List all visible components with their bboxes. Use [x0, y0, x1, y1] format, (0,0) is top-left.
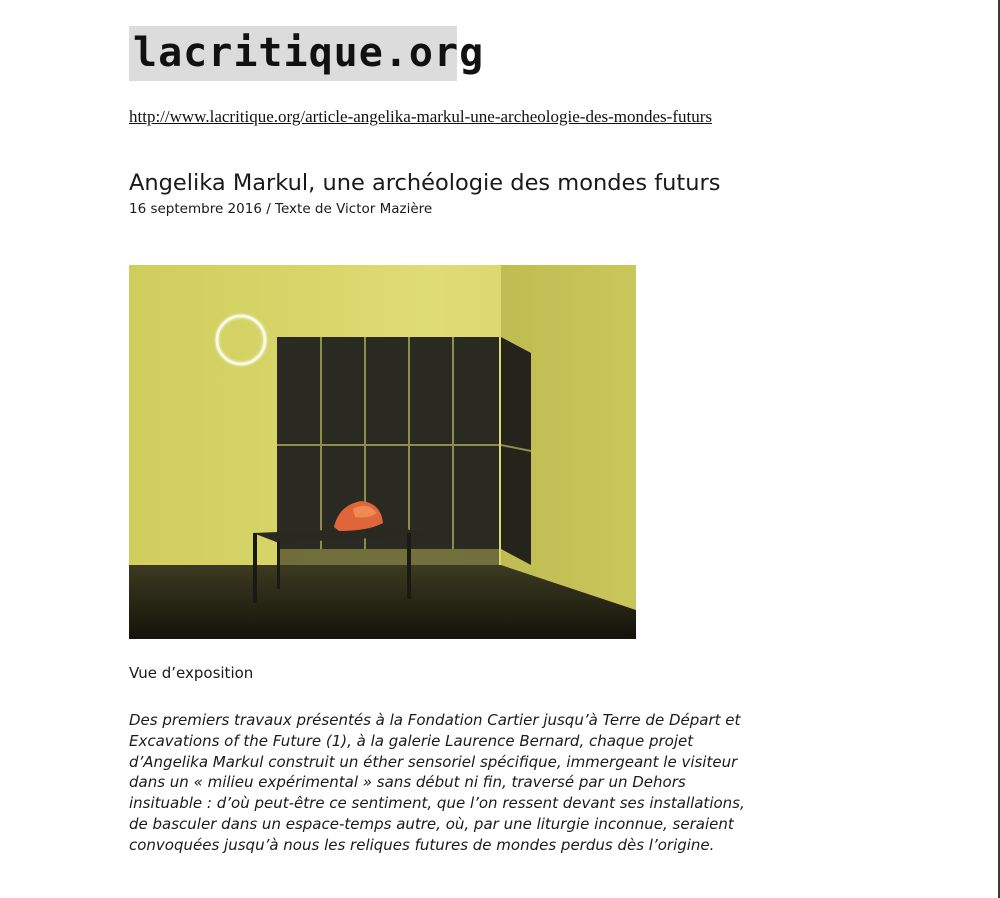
article-title: Angelika Markul, une archéologie des mondes futurs — [129, 170, 721, 196]
intro-line: insituable : d’où peut-être ce sentiment, que l’on ressent devant ses installations, — [129, 794, 745, 813]
site-logo[interactable] — [129, 26, 485, 81]
article-byline: 16 septembre 2016 / Texte de Victor Mazière — [129, 201, 433, 217]
intro-line: d’Angelika Markul construit un éther sensoriel spécifique, immergeant le visiteur — [129, 752, 738, 771]
article-url-link[interactable]: http://www.lacritique.org/article-angelika-markul-une-archeologie-des-mondes-futurs — [129, 107, 712, 126]
intro-line: de basculer dans un espace-temps autre, où, par une liturgie inconnue, seraient — [129, 814, 734, 833]
exhibition-photo — [129, 265, 636, 639]
intro-line: Excavations of the Future (1), à la galerie Laurence Bernard, chaque projet — [129, 731, 694, 750]
article-intro — [129, 710, 849, 856]
intro-line: Des premiers travaux présentés à la Fondation Cartier jusqu’à Terre de Départ et — [129, 711, 741, 729]
intro-line: dans un « milieu expérimental » sans début ni fin, traversé par un Dehors — [129, 773, 686, 792]
intro-line: convoquées jusqu’à nous les reliques futures de mondes perdus dès l’origine. — [129, 835, 715, 854]
image-caption: Vue d’exposition — [129, 664, 254, 682]
neon-ring — [213, 312, 269, 368]
site-logo-text: lacritique.org — [133, 30, 485, 76]
